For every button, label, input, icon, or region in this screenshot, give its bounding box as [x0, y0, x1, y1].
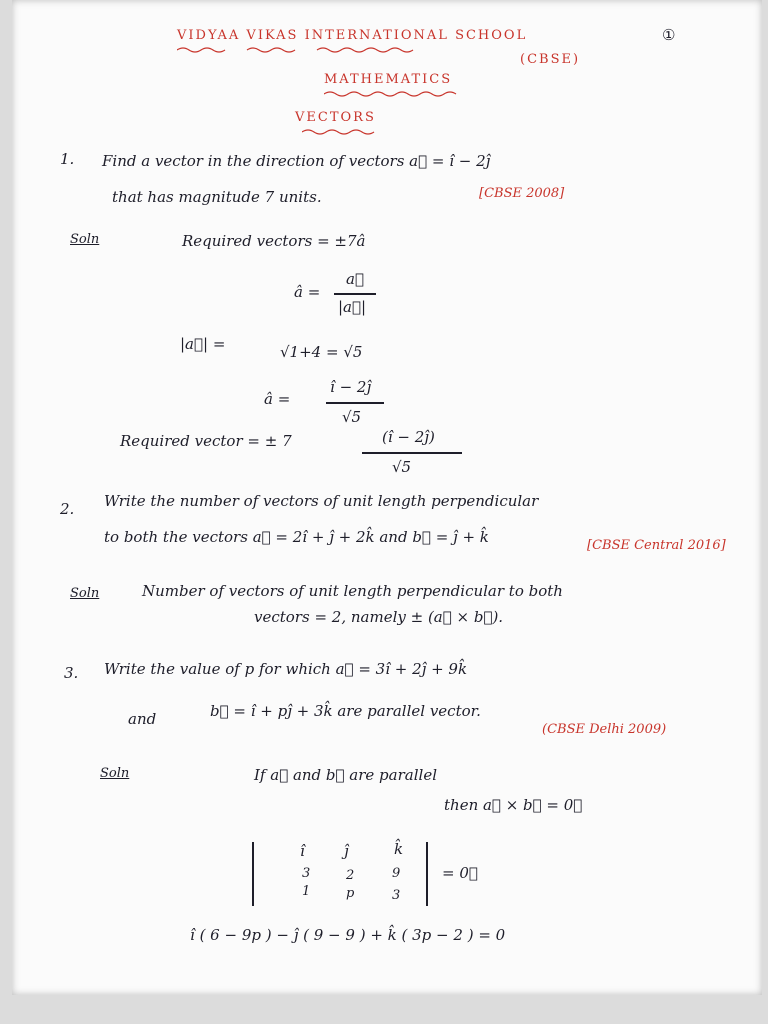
- topic-underline: [302, 128, 382, 136]
- sol1-magnitude-rhs: √1+4 = √5: [280, 343, 363, 361]
- det-cell: k̂: [394, 840, 404, 858]
- q3-text-line2: b⃗ = î + pĵ + 3k̂ are parallel vector.: [210, 702, 481, 720]
- q1-text-line1: Find a vector in the direction of vectors a⃗ = î − 2ĵ: [102, 152, 491, 170]
- det-cell: 1: [302, 884, 311, 899]
- school-name: VIDYAA VIKAS INTERNATIONAL SCHOOL: [177, 28, 528, 43]
- sol3-expansion: î ( 6 − 9p ) − ĵ ( 9 − 9 ) + k̂ ( 3p − 2 ) = 0: [190, 926, 506, 944]
- sol1-magnitude-lhs: |a⃗| =: [180, 335, 226, 353]
- det-equals-zero: = 0⃗: [442, 864, 478, 882]
- page-number-marker: ①: [662, 26, 676, 44]
- q3-source: (CBSE Delhi 2009): [542, 722, 667, 737]
- q2-number: 2.: [60, 500, 75, 518]
- q1-text-line2: that has magnitude 7 units.: [112, 188, 322, 206]
- sol1-label: Soln: [70, 232, 100, 247]
- q3-number: 3.: [64, 664, 79, 682]
- sol1-frac-den-c: √5: [392, 458, 412, 476]
- det-cell: 2: [346, 868, 355, 883]
- sol3-label: Soln: [100, 766, 130, 781]
- sol1-frac-num-b: î − 2ĵ: [330, 378, 372, 396]
- det-cell: 3: [392, 888, 401, 903]
- q2-source: [CBSE Central 2016]: [587, 538, 726, 553]
- sol1-frac-num-c: (î − 2ĵ): [382, 428, 435, 446]
- sol1-frac-num-a: a⃗: [346, 270, 364, 288]
- sol1-frac-line-c: [362, 452, 462, 454]
- sol3-line2: then a⃗ × b⃗ = 0⃗: [444, 796, 583, 814]
- det-cell: ĵ: [344, 842, 349, 860]
- det-cell: p: [346, 886, 355, 901]
- sol2-line1: Number of vectors of unit length perpendicular to both: [142, 582, 563, 600]
- board-label: (CBSE): [520, 52, 581, 67]
- q1-number: 1.: [60, 150, 75, 168]
- topic-title: VECTORS: [295, 110, 376, 125]
- notebook-page: [12, 0, 762, 995]
- sol1-frac-line-a: [334, 293, 376, 295]
- sol2-label: Soln: [70, 586, 100, 601]
- sol1-line1: Required vectors = ±7â: [182, 232, 366, 250]
- header-underline: [177, 46, 477, 54]
- sol1-ahat-lhs: â =: [294, 283, 321, 301]
- sol1-ahat2-lhs: â =: [264, 390, 291, 408]
- sol1-frac-den-b: √5: [342, 408, 362, 426]
- det-cell: 3: [302, 866, 311, 881]
- determinant-left-bar: [252, 842, 254, 906]
- sol2-line2: vectors = 2, namely ± (a⃗ × b⃗).: [254, 608, 504, 626]
- sol1-required-vector: Required vector = ± 7: [120, 432, 292, 450]
- sol1-frac-den-a: |a⃗|: [338, 298, 367, 316]
- subject-underline: [324, 90, 464, 98]
- q3-text-line1: Write the value of p for which a⃗ = 3î + 2ĵ + 9k̂: [104, 660, 468, 678]
- sol1-frac-line-b: [326, 402, 384, 404]
- det-cell: 9: [392, 866, 401, 881]
- q3-text-and: and: [128, 710, 157, 728]
- q2-text-line2: to both the vectors a⃗ = 2î + ĵ + 2k̂ and b⃗ = ĵ + k̂: [104, 528, 489, 546]
- determinant-right-bar: [426, 842, 428, 906]
- subject-title: MATHEMATICS: [324, 72, 453, 87]
- q2-text-line1: Write the number of vectors of unit length perpendicular: [104, 492, 539, 510]
- sol3-line1: If a⃗ and b⃗ are parallel: [254, 766, 437, 784]
- det-cell: î: [300, 842, 305, 860]
- q1-source: [CBSE 2008]: [479, 186, 565, 201]
